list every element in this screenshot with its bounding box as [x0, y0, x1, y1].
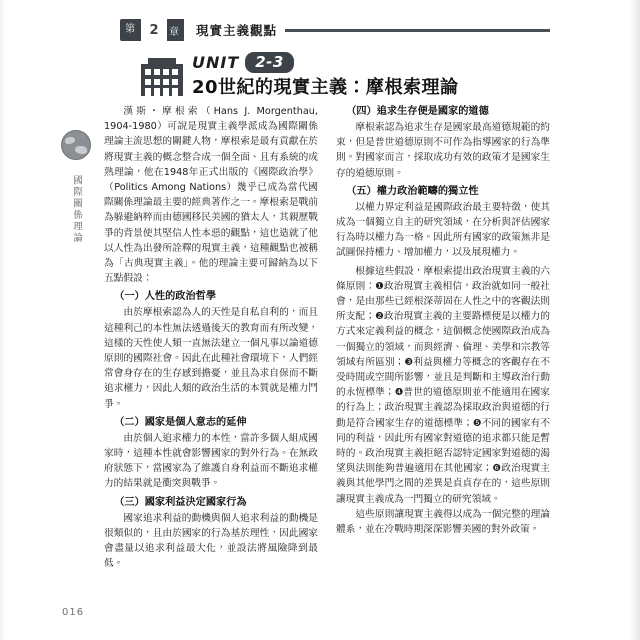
chapter-suffix-label: 章 — [167, 19, 184, 41]
body-columns — [104, 104, 550, 594]
left-edge-shading — [0, 0, 6, 640]
right-column — [336, 104, 550, 594]
chapter-header — [120, 17, 550, 43]
chapter-tag — [120, 19, 192, 41]
section-text-4: 摩根索認為追求生存是國家最高道德規範的約束，但是普世道德原則不可作為指導國家的行為準則。對國家而言，採取成功有效的政策才是國家生存的道德原則。 — [336, 122, 550, 179]
side-tab — [56, 130, 96, 258]
unit-number-badge: 2-3 — [245, 52, 294, 73]
section-text-2: 由於個人追求權力的本性，當許多個人組成國家時，這種本性就會影響國家的對外行為。在無政府狀態下，當國家為了維護自身利益而不斷追求權力的結果就是衝突與戰爭。 — [104, 432, 318, 490]
globe-icon — [61, 130, 91, 160]
section-text-3: 國家追求利益的動機與個人追求利益的動機是很類似的，且由於國家的行為基於理性，因此國家會盡量以追求利益最大化，並設法將風險降到最低。 — [104, 512, 318, 570]
section-heading-2: （二）國家是個人意志的延伸 — [114, 416, 247, 428]
conclusion-paragraph-b: 這些原則讓現實主義得以成為一個完整的理論體系，並在冷戰時期深深影響美國的對外政策。 — [336, 508, 550, 536]
right-edge-shading — [630, 0, 640, 640]
unit-header — [140, 52, 540, 102]
left-column — [104, 104, 318, 594]
unit-label-row — [192, 52, 294, 73]
building-icon — [140, 54, 184, 98]
unit-title: 20世紀的現實主義：摩根索理論 — [192, 77, 459, 98]
unit-word-label: UNIT — [192, 53, 240, 72]
side-tab-label: 國際關係理論 — [71, 174, 82, 244]
chapter-title: 現實主義觀點 — [192, 21, 285, 39]
section-text-1: 由於摩根索認為人的天性是自私自利的，而且這種利己的本性無法透過後天的教育而有所改變，這樣的天性使人類一直無法建立一個凡事以論道德原則的國際社會。因此在此種社會環境下，人們經常會身存在的生存感到擔憂，並且為求自保而不斷追求權力，因此人類的政治生活的本質就是權力鬥爭。 — [104, 307, 318, 410]
page-number: 016 — [62, 607, 85, 618]
intro-paragraph: 漢斯・摩根索（Hans J. Morgenthau, 1904-1980）可說是現實主義學派成為國際關係理論主流思想的關鍵人物，摩根索是最有貢獻在於將現實主義的概念整合成一個全面、且有系統的成熟理論，他在1948年正式出版的《國際政治學》（Politics Among Nations）幾乎已成為當代國際關係理論最主要的經典著作之一。摩根索是戰前為躲避納粹而由德國移民美國的猶太人，其親歷戰爭的背景使其堅信人性本惡的觀點，這也造就了他以人性為出發所詮釋的現實主義，這種觀點也被稱為「古典現實主義」。他的理論主要可歸納為以下五點假設： — [104, 106, 318, 285]
section-heading-5: （五）權力政治範疇的獨立性 — [346, 185, 479, 197]
chapter-prefix-label: 第 — [120, 19, 141, 41]
section-heading-4: （四）追求生存便是國家的道德 — [346, 106, 489, 117]
section-text-5: 以權力界定利益是國際政治最主要特徵，使其成為一個獨立自主的研究領域，在分析與評估國家行為時以權力為一格。因此所有國家的政策無非是試圖保持權力、增加權力，以及展現權力。 — [336, 201, 550, 259]
conclusion-paragraph-a: 根據這些假設，摩根索提出政治現實主義的六條原則：❶政治現實主義相信，政治就如同一般社會，是由那些已經根深蒂固在人性之中的客觀法則所支配；❷政治現實主義的主要路標便是以權力的方式來定義利益的概念，這個概念使國際政治成為一個獨立的領域，而與經濟、倫理、美學和宗教等領域有所區別；❸利益與權力等概念的客觀存在不受時間或空間所影響，並且是判斷和主導政治行動的永恆標準；❹普世的道德原則並不能適用在國家的行為上；政治現實主義認為採取政治與道德的行動是符合國家生存的道德標準；❺不同的國家有不同的利益，因此所有國家對道德的追求都只能是暫時的。政治現實主義拒絕否認特定國家對道德的渴望與法則能夠普遍適用在其他國家；❻政治現實主義與其他學門之間的差異是貞貞存在的，這些原則讓現實主義成為一門獨立的研究領域。 — [336, 265, 550, 505]
section-heading-3: （三）國家利益決定國家行為 — [114, 496, 247, 508]
chapter-number-badge: 2 — [144, 20, 164, 40]
section-heading-1: （一）人性的政治哲學 — [114, 291, 217, 303]
